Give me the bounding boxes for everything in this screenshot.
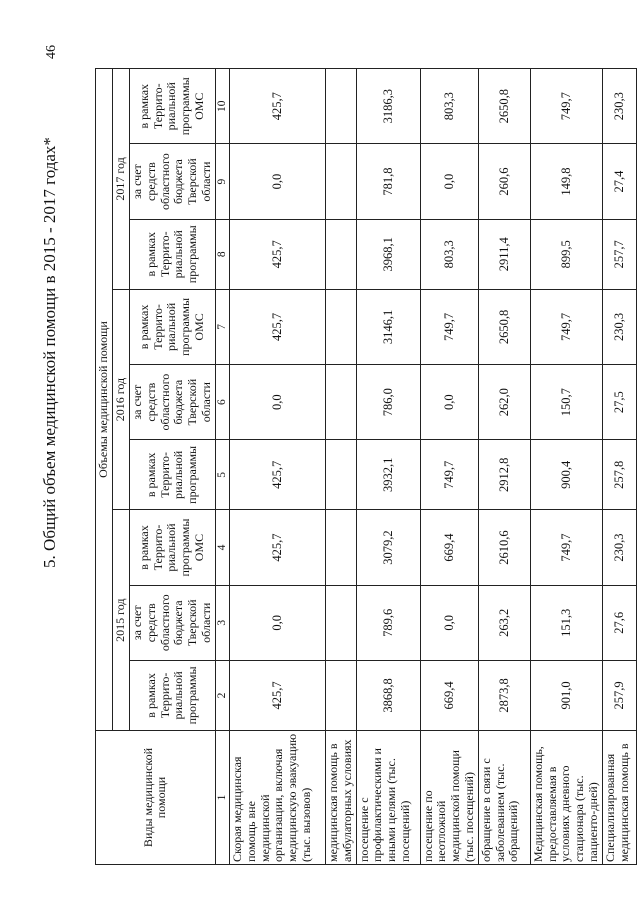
column-number: 8 <box>215 219 229 289</box>
table-row <box>530 69 602 865</box>
table-cell <box>326 69 357 144</box>
table-cell <box>326 365 357 440</box>
table-cell: 803,3 <box>420 219 478 289</box>
table-cell: 669,4 <box>420 660 478 730</box>
table-cell: 149,8 <box>530 144 602 219</box>
table-cell: 260,6 <box>478 144 530 219</box>
column-number: 3 <box>215 585 229 660</box>
table-cell: 0,0 <box>230 144 326 219</box>
table-cell: 900,4 <box>530 440 602 510</box>
table-cell: 230,3 <box>602 69 636 144</box>
table-cell: 257,8 <box>602 440 636 510</box>
table-cell: 150,7 <box>530 365 602 440</box>
table-cell <box>326 289 357 364</box>
table-cell: 2873,8 <box>478 660 530 730</box>
header-year-2015: 2015 год <box>113 510 130 731</box>
table-cell <box>326 219 357 289</box>
table-cell: 786,0 <box>356 365 420 440</box>
column-number: 2 <box>215 660 229 730</box>
table-cell: 901,0 <box>530 660 602 730</box>
table-row <box>420 69 478 865</box>
table-cell: 27,5 <box>602 365 636 440</box>
table-cell: 2650,8 <box>478 69 530 144</box>
table-cell: 263,2 <box>478 585 530 660</box>
table-cell: 899,5 <box>530 219 602 289</box>
header-year-2017: 2017 год <box>113 69 130 290</box>
volume-table <box>95 68 637 865</box>
row-label: посещение по неотложной медицинской помощи (тыс. посещений) <box>420 730 478 864</box>
header-volumes: Объемы медицинской помощи <box>96 69 113 731</box>
table-cell: 2610,6 <box>478 510 530 585</box>
table-cell: 3186,3 <box>356 69 420 144</box>
column-number: 7 <box>215 289 229 364</box>
column-number: 6 <box>215 365 229 440</box>
table-cell: 2911,4 <box>478 219 530 289</box>
column-number: 1 <box>215 730 229 864</box>
subheader-territorial: в рамках Террито-риальной программы <box>130 219 216 289</box>
table-cell: 3968,1 <box>356 219 420 289</box>
table-cell: 0,0 <box>420 144 478 219</box>
subheader-territorial: в рамках Террито-риальной программы <box>130 660 216 730</box>
subheader-oms: в рамках Террито-риальной программы ОМС <box>130 510 216 585</box>
table-cell: 749,7 <box>530 510 602 585</box>
row-label: посещение с профилактическими и иными целями (тыс. посещений) <box>356 730 420 864</box>
table-body <box>230 69 637 865</box>
header-types: Виды медицинской помощи <box>96 730 216 864</box>
table-cell: 230,3 <box>602 289 636 364</box>
row-label: Специализированная медицинская помощь в <box>602 730 636 864</box>
table-cell: 425,7 <box>230 219 326 289</box>
table-cell: 0,0 <box>420 585 478 660</box>
table-row <box>478 69 530 865</box>
table-cell: 0,0 <box>230 585 326 660</box>
table-cell: 3868,8 <box>356 660 420 730</box>
table-cell: 230,3 <box>602 510 636 585</box>
table-cell: 749,7 <box>530 69 602 144</box>
table-cell: 749,7 <box>530 289 602 364</box>
table-cell: 2912,8 <box>478 440 530 510</box>
column-number: 5 <box>215 440 229 510</box>
table-cell: 3079,2 <box>356 510 420 585</box>
row-label: обращение в связи с заболеванием (тыс. обращений) <box>478 730 530 864</box>
subheader-oms: в рамках Террито-риальной программы ОМС <box>130 289 216 364</box>
table-row <box>326 69 357 865</box>
table-cell: 789,6 <box>356 585 420 660</box>
table-cell: 425,7 <box>230 510 326 585</box>
column-number: 4 <box>215 510 229 585</box>
row-label: Скорая медицинская помощь вне медицинской организации, включая медицинскую эвакуацию (тыс. вызовов) <box>230 730 326 864</box>
document-title <box>40 0 60 905</box>
row-label: Медицинская помощь, предоставляемая в условиях дневного стационара (тыс. пациенто-дней) <box>530 730 602 864</box>
table-cell: 425,7 <box>230 440 326 510</box>
table-row <box>356 69 420 865</box>
table-cell: 803,3 <box>420 69 478 144</box>
table-cell: 425,7 <box>230 69 326 144</box>
table-cell: 151,3 <box>530 585 602 660</box>
title-text: 5. Общий объем медицинской помощи в 2015 - 2017 годах* <box>40 137 59 568</box>
subheader-territorial: в рамках Террито-риальной программы <box>130 440 216 510</box>
table-cell <box>326 144 357 219</box>
subheader-regional-budget: за счет средств областного бюджета Тверской области <box>130 585 216 660</box>
table-cell: 425,7 <box>230 660 326 730</box>
table-row <box>602 69 636 865</box>
table-cell: 0,0 <box>230 365 326 440</box>
table-row <box>230 69 326 865</box>
table-cell <box>326 585 357 660</box>
table-cell: 257,9 <box>602 660 636 730</box>
table-cell: 749,7 <box>420 289 478 364</box>
table-cell: 3146,1 <box>356 289 420 364</box>
table-cell: 2650,8 <box>478 289 530 364</box>
subheader-regional-budget: за счет средств областного бюджета Тверской области <box>130 144 216 219</box>
table-cell <box>326 440 357 510</box>
table-cell: 781,8 <box>356 144 420 219</box>
table-cell: 669,4 <box>420 510 478 585</box>
table-cell: 27,4 <box>602 144 636 219</box>
page-number: 46 <box>44 45 59 59</box>
table-cell: 27,6 <box>602 585 636 660</box>
table-cell: 0,0 <box>420 365 478 440</box>
table-cell: 257,7 <box>602 219 636 289</box>
table-cell: 425,7 <box>230 289 326 364</box>
table-cell: 749,7 <box>420 440 478 510</box>
table-cell: 262,0 <box>478 365 530 440</box>
column-number-row <box>215 69 229 865</box>
table-cell: 3932,1 <box>356 440 420 510</box>
table-cell <box>326 510 357 585</box>
row-label: медицинская помощь в амбулаторных условиях <box>326 730 357 864</box>
subheader-oms: в рамках Террито-риальной программы ОМС <box>130 69 216 144</box>
column-number: 9 <box>215 144 229 219</box>
header-year-2016: 2016 год <box>113 289 130 510</box>
subheader-regional-budget: за счет средств областного бюджета Тверской области <box>130 365 216 440</box>
table-cell <box>326 660 357 730</box>
column-number: 10 <box>215 69 229 144</box>
